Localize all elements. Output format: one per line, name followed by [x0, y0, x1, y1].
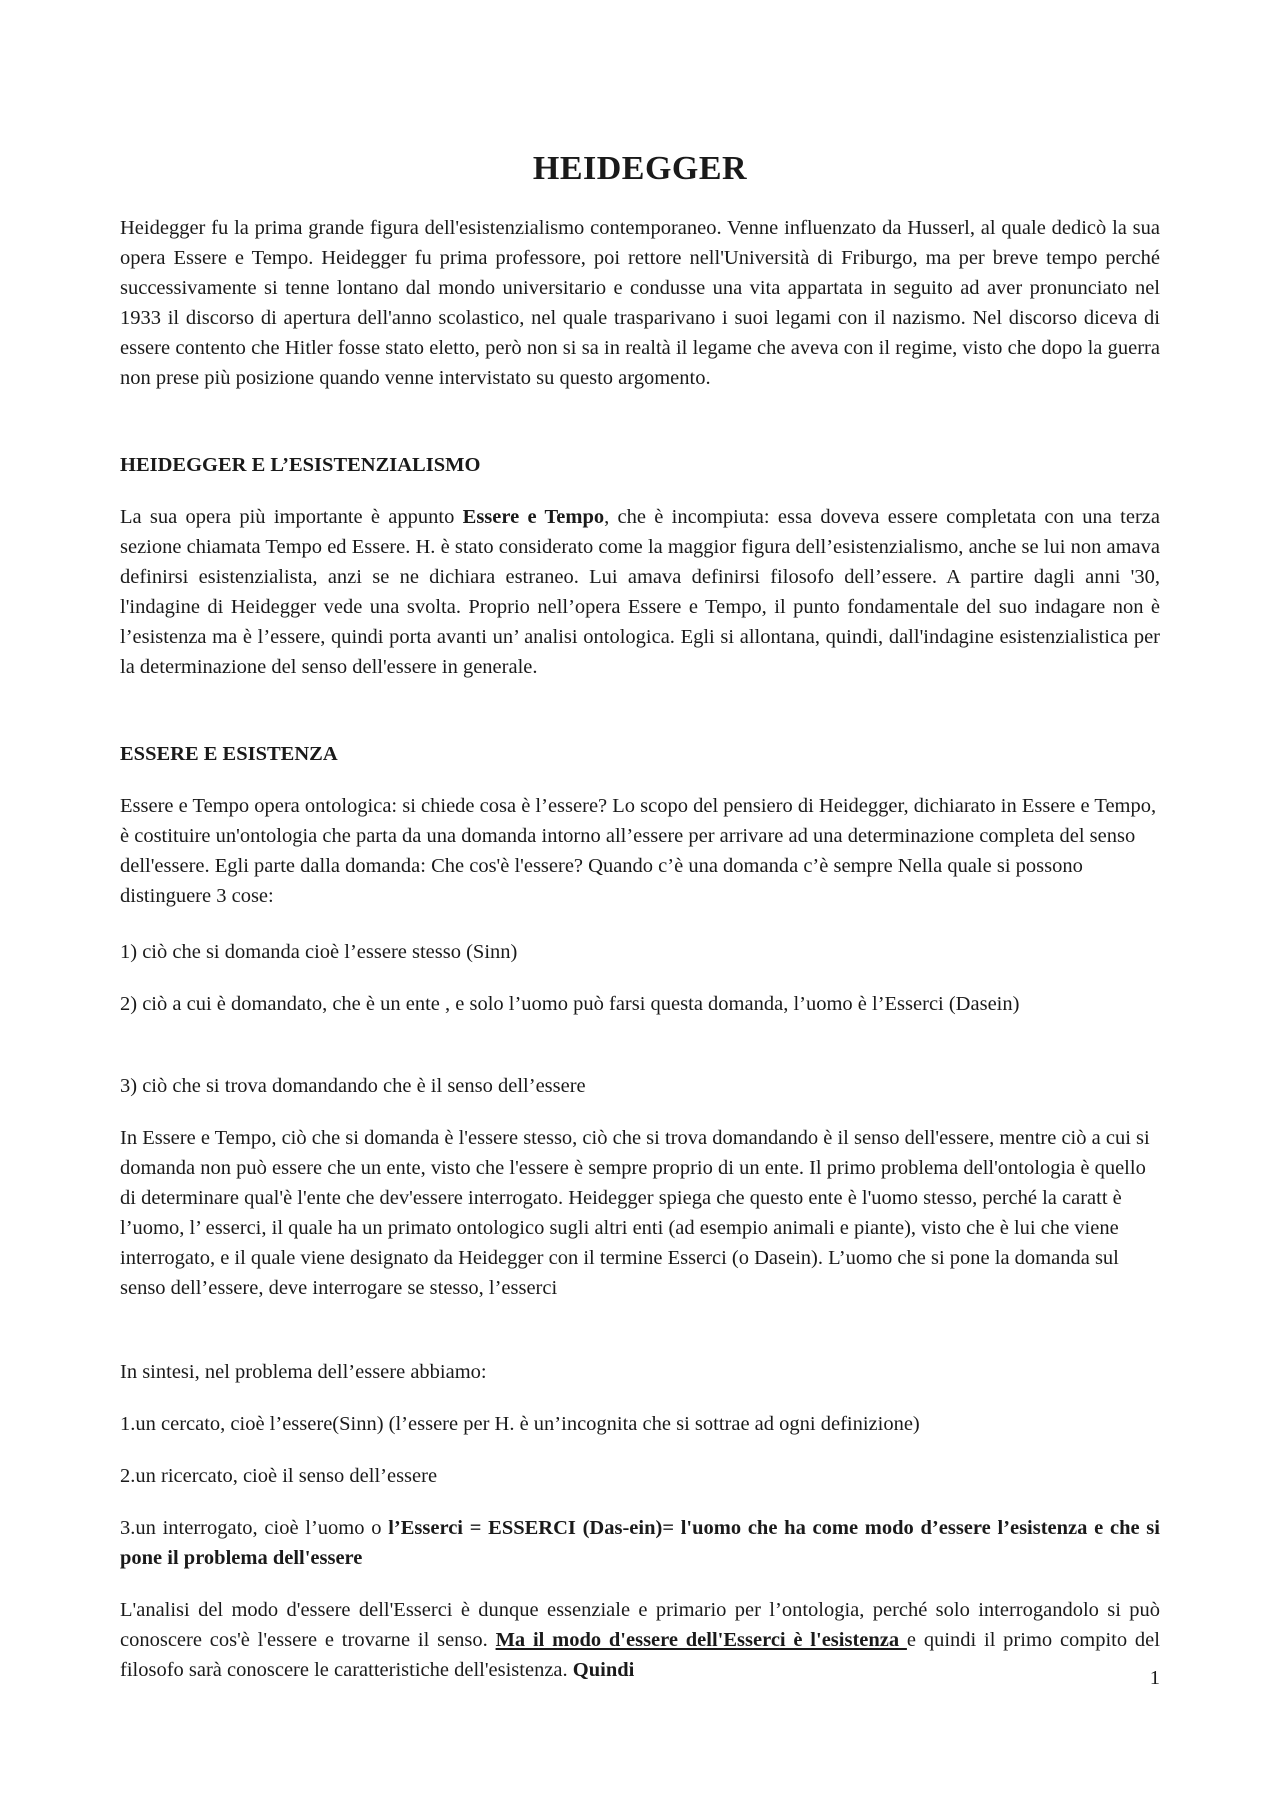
text-run: 3.un interrogato, cioè l’uomo o: [120, 1517, 389, 1539]
bold-text-run: l’Esserci = ESSERCI (Das-ein)= l'uomo che ha come modo d’essere l’esistenza e che si pone il problema dell'essere: [120, 1517, 1160, 1569]
section-heading-esistenzialismo: HEIDEGGER E L’ESISTENZIALISMO: [120, 454, 481, 476]
text-run: La sua opera più importante è appunto: [120, 506, 463, 528]
list-item-1: 1) ciò che si domanda cioè l’essere stesso (Sinn): [120, 941, 518, 963]
list-item-2: 2) ciò a cui è domandato, che è un ente , e solo l’uomo può farsi questa domanda, l’uomo è l’Esserci (Dasein): [120, 993, 1020, 1015]
sintesi-intro: In sintesi, nel problema dell’essere abbiamo:: [120, 1361, 487, 1383]
bold-text-run: Quindi: [572, 1659, 635, 1681]
esistenzialismo-paragraph: [120, 502, 1160, 682]
text-run: L'analisi del modo d'essere dell'Esserci è dunque essenziale e primario per l’ontologia, perché solo interrogandolo si può conoscere cos'è l'essere e trovarne il senso.: [120, 1599, 1160, 1651]
underlined-text-run: Ma il modo d'essere dell'Esserci è l'esistenza: [495, 1629, 907, 1651]
list-item-3: 3) ciò che si trova domandando che è il senso dell’essere: [120, 1075, 586, 1097]
page-title: HEIDEGGER: [532, 150, 748, 187]
intro-paragraph: Heidegger fu la prima grande figura dell'esistenzialismo contemporaneo. Venne influenzato da Husserl, al quale dedicò la sua opera Essere e Tempo. Heidegger fu prima professore, poi rettore nell'Università di Friburgo, ma per breve tempo perché successivamente si tenne lontano dal mondo universitario e condusse una vita appartata in seguito ad aver pronunciato nel 1933 il discorso di apertura dell'anno scolastico, nel quale trasparivano i suoi legami con il nazismo. Nel discorso diceva di essere contento che Hitler fosse stato eletto, però non si sa in realtà il legame che aveva con il regime, visto che dopo la guerra non prese più posizione quando venne intervistato su questo argomento.: [120, 217, 1160, 389]
text-run: , che è incompiuta: essa doveva essere completata con una terza sezione chiamata Tempo ed Essere. H. è stato considerato come la maggior figura dell’esistenzialismo, anche se lui non amava definirsi esistenzialista, anzi se ne dichiara estraneo. Lui amava definirsi filosofo dell’essere. A partire dagli anni '30, l'indagine di Heidegger vede una svolta. Proprio nell’opera Essere e Tempo, il punto fondamentale del suo indagare non è l’esistenza ma è l’essere, quindi porta avanti un’ analisi ontologica. Egli si allontana, quindi, dall'indagine esistenzialistica per la determinazione del senso dell'essere in generale.: [120, 506, 1160, 678]
text-run: e quindi il primo compito del filosofo sarà conoscere le caratteristiche dell'esistenza.: [120, 1629, 1160, 1681]
sintesi-item-2: 2.un ricercato, cioè il senso dell’essere: [120, 1465, 438, 1487]
esserci-paragraph: [120, 1595, 1160, 1685]
sintesi-item-1: 1.un cercato, cioè l’essere(Sinn) (l’essere per H. è un’incognita che si sottrae ad ogni definizione): [120, 1413, 920, 1435]
bold-text-run: Essere e Tempo: [462, 506, 605, 528]
essere-paragraph-1: Essere e Tempo opera ontologica: si chiede cosa è l’essere? Lo scopo del pensiero di Heidegger, dichiarato in Essere e Tempo, è costituire un'ontologia che parta da una domanda intorno all’essere per arrivare ad una determinazione completa del senso dell'essere. Egli parte dalla domanda: Che cos'è l'essere? Quando c’è una domanda c’è sempre Nella quale si possono distinguere 3 cose:: [120, 795, 1157, 907]
sintesi-item-3: [120, 1513, 1160, 1573]
page-number: 1: [1149, 1667, 1160, 1689]
section-heading-essere-esistenza: ESSERE E ESISTENZA: [120, 743, 338, 765]
essere-paragraph-2: In Essere e Tempo, ciò che si domanda è l'essere stesso, ciò che si trova domandando è il senso dell'essere, mentre ciò a cui si domanda non può essere che un ente, visto che l'essere è sempre proprio di un ente. Il primo problema dell'ontologia è quello di determinare qual'è l'ente che dev'essere interrogato. Heidegger spiega che questo ente è l'uomo stesso, perché la caratt è l’uomo, l’ esserci, il quale ha un primato ontologico sugli altri enti (ad esempio animali e piante), visto che è lui che viene interrogato, e il quale viene designato da Heidegger con il termine Esserci (o Dasein). L’uomo che si pone la domanda sul senso dell’essere, deve interrogare se stesso, l’esserci: [120, 1127, 1150, 1299]
